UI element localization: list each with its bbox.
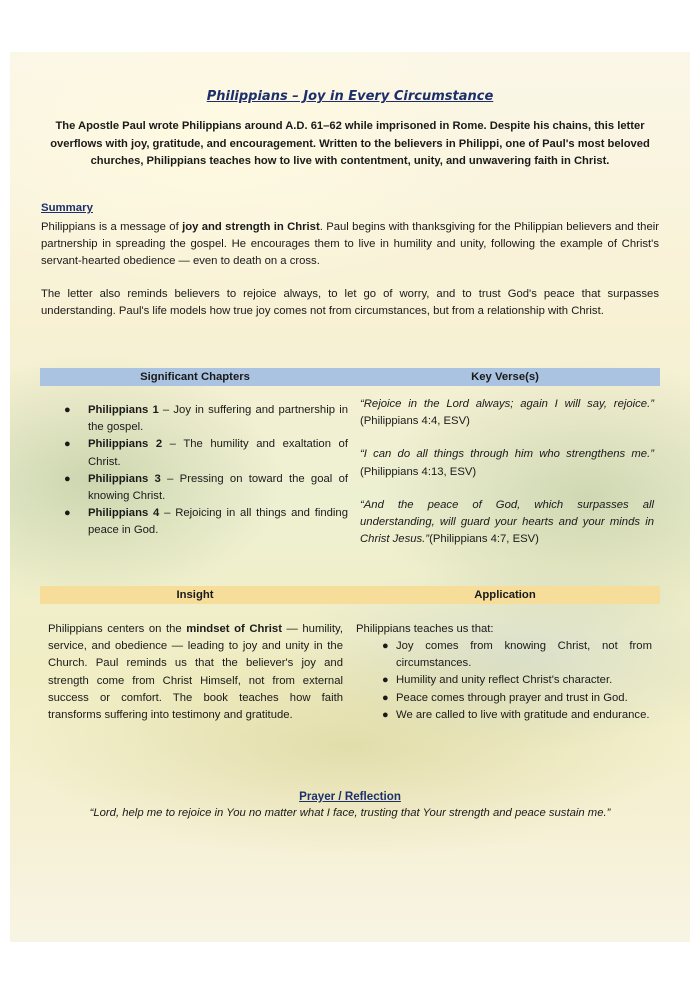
chapters-list <box>64 402 348 540</box>
insight-bold: mindset of Christ <box>186 623 282 635</box>
application-text: Humility and unity reflect Christ's character. <box>396 674 613 687</box>
verse-quote: “Rejoice in the Lord always; again I will say, rejoice.” <box>360 398 654 410</box>
chapter-text: – Joy in suffering and partnership in the gospel. <box>88 404 348 434</box>
chapters-verses-header <box>40 368 660 386</box>
list-item <box>64 471 348 505</box>
insight-paragraph <box>48 621 343 724</box>
significant-chapters-header: Significant Chapters <box>140 371 250 383</box>
application-text: Joy comes from knowing Christ, not from circumstances. <box>396 640 652 670</box>
bullet-icon: ● <box>382 674 389 687</box>
prayer-text: “Lord, help me to rejoice in You no matter what I face, trusting that Your strength and peace sustain me.” <box>89 807 611 819</box>
bullet-icon: ● <box>64 438 71 451</box>
insight-application-header <box>40 586 660 604</box>
summary-p1-start: Philippians is a message of <box>41 221 183 233</box>
page-title: Philippians – Joy in Every Circumstance <box>206 89 494 104</box>
verse <box>360 446 654 480</box>
bullet-icon: ● <box>64 507 71 520</box>
verse-reference: (Philippians 4:4, ESV) <box>360 415 470 428</box>
chapter-text: – Rejoicing in all things and finding peace in God. <box>88 507 348 537</box>
list-item <box>382 707 652 724</box>
list-item <box>64 505 348 539</box>
bullet-icon: ● <box>64 472 71 485</box>
summary-p1-rest: . Paul begins with thanksgiving for the Philippian believers and their partnership in spreading the gospel. He encourages them to live in humility and unity, following the example of Christ's servant-hearted obedience — even to death on a cross. <box>41 221 659 268</box>
list-item <box>382 638 652 672</box>
application-text: We are called to live with gratitude and endurance. <box>396 708 650 721</box>
application-lead: Philippians teaches us that: <box>356 623 494 635</box>
insight-start: Philippians centers on the <box>48 623 187 635</box>
bullet-icon: ● <box>382 708 389 721</box>
document-page <box>10 52 690 942</box>
applications-list <box>382 638 652 724</box>
list-item <box>64 402 348 436</box>
summary-heading: Summary <box>41 202 93 214</box>
insight-rest: — humility, service, and obedience — leading to joy and unity in the Church. Paul reminds us that the believer's joy and strength come from Christ Himself, not from external success or comfort. The book teaches how faith transforms suffering into testimony and gratitude. <box>48 623 343 722</box>
bullet-icon: ● <box>382 640 389 652</box>
summary-paragraph-1 <box>41 219 659 271</box>
key-verses-header: Key Verse(s) <box>471 371 539 383</box>
verse-quote: “I can do all things through him who strengthens me.” <box>360 448 654 461</box>
chapter-name: Philippians 3 <box>88 472 161 485</box>
intro-paragraph: The Apostle Paul wrote Philippians around A.D. 61–62 while imprisoned in Rome. Despite his chains, this letter overflows with joy, gratitude, and encouragement. Written to the believers in Philippi, one of Paul's most beloved churches, Philippians teaches how to live with contentment, unity, and unwavering faith in Christ. <box>50 120 650 167</box>
chapter-name: Philippians 2 <box>88 438 163 451</box>
list-item <box>382 690 652 707</box>
verse-reference: (Philippians 4:13, ESV) <box>360 465 477 478</box>
verse <box>360 497 654 549</box>
chapter-text: – Pressing on toward the goal of knowing Christ. <box>88 472 348 503</box>
list-item <box>64 436 348 470</box>
prayer-heading: Prayer / Reflection <box>299 790 401 803</box>
summary-paragraph-2: The letter also reminds believers to rejoice always, to let go of worry, and to trust God's peace that surpasses understanding. Paul's life models how true joy comes not from circumstances, but from a relationship with Christ. <box>41 288 659 318</box>
verse-quote: “And the peace of God, which surpasses all understanding, will guard your hearts and your minds in Christ Jesus.” <box>360 498 654 546</box>
summary-p1-bold: joy and strength in Christ <box>182 221 320 233</box>
bullet-icon: ● <box>64 404 71 416</box>
application-header: Application <box>474 589 536 601</box>
application-text: Peace comes through prayer and trust in God. <box>396 691 628 704</box>
chapter-name: Philippians 1 <box>88 404 159 416</box>
list-item <box>382 672 652 689</box>
verse-reference: (Philippians 4:7, ESV) <box>429 533 539 546</box>
insight-header: Insight <box>176 589 214 601</box>
chapter-name: Philippians 4 <box>88 507 160 520</box>
chapter-text: – The humility and exaltation of Christ. <box>88 438 348 468</box>
key-verses <box>360 396 654 564</box>
bullet-icon: ● <box>382 691 389 704</box>
verse <box>360 396 654 430</box>
